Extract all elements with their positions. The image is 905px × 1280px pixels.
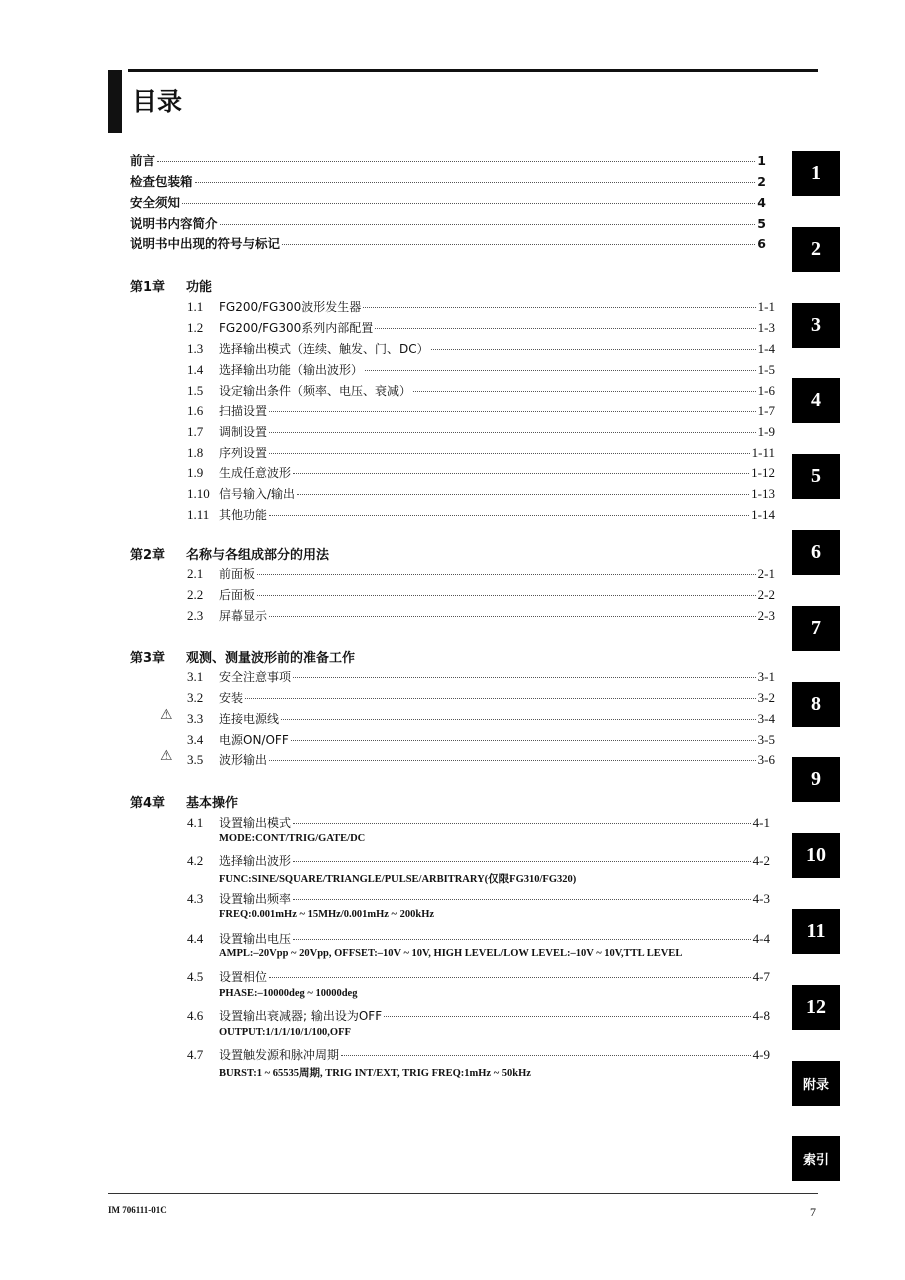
toc-entry[interactable] <box>130 193 766 211</box>
toc-entry[interactable] <box>130 214 766 232</box>
entry-page: 1-7 <box>757 403 775 418</box>
toc-entry[interactable] <box>187 444 775 461</box>
entry-title: 生成任意波形 <box>219 466 292 480</box>
chapter-tab[interactable]: 11 <box>792 909 840 954</box>
toc-entry[interactable] <box>187 586 775 603</box>
entry-page: 1-3 <box>757 320 775 335</box>
leader-dots <box>431 349 756 350</box>
entry-parameters: FREQ:0.001mHz ~ 15MHz/0.001mHz ~ 200kHz <box>219 909 435 920</box>
leader-dots <box>293 473 749 474</box>
entry-title: 信号输入/输出 <box>219 487 296 501</box>
entry-title: 设置触发源和脉冲周期 <box>219 1048 340 1062</box>
entry-page: 1-14 <box>751 507 775 522</box>
entry-title: 安装 <box>219 691 244 705</box>
leader-dots <box>365 370 756 371</box>
chapter-tab[interactable]: 6 <box>792 530 840 575</box>
toc-entry[interactable] <box>130 151 766 169</box>
entry-number: 2.1 <box>187 566 204 581</box>
leader-dots <box>341 1055 751 1056</box>
entry-title: 调制设置 <box>219 425 268 439</box>
entry-parameters: FUNC:SINE/SQUARE/TRIANGLE/PULSE/ARBITRARY(仅限FG310/FG320) <box>219 874 577 885</box>
entry-page: 3-6 <box>757 752 775 767</box>
leader-dots <box>269 760 756 761</box>
entry-title: 前言 <box>130 153 156 168</box>
entry-title: 安全注意事项 <box>219 670 292 684</box>
entry-page: 2-2 <box>757 587 775 602</box>
entry-title: FG200/FG300波形发生器 <box>219 300 362 314</box>
toc-entry[interactable] <box>187 298 775 315</box>
entry-page: 2-1 <box>757 566 775 581</box>
toc-entry[interactable] <box>187 668 775 685</box>
entry-title: 波形输出 <box>219 753 268 767</box>
toc-entry[interactable] <box>187 814 770 831</box>
entry-number: 1.2 <box>187 320 204 335</box>
chapter-label: 第3章 <box>130 651 166 666</box>
entry-title: 设定输出条件（频率、电压、衰减） <box>219 384 412 398</box>
toc-entry[interactable] <box>187 1007 770 1024</box>
entry-title: 序列设置 <box>219 446 268 460</box>
toc-entry[interactable] <box>187 689 775 706</box>
entry-number: 3.4 <box>187 732 204 747</box>
chapter-tab[interactable]: 附录 <box>792 1061 840 1106</box>
chapter-tab[interactable]: 8 <box>792 682 840 727</box>
leader-dots <box>195 182 756 183</box>
entry-number: 2.2 <box>187 587 204 602</box>
chapter-title: 基本操作 <box>186 796 239 811</box>
chapter-tab[interactable]: 3 <box>792 303 840 348</box>
entry-title: 选择输出功能（输出波形） <box>219 363 364 377</box>
leader-dots <box>269 411 756 412</box>
entry-title: 前面板 <box>219 567 256 581</box>
chapter-heading <box>130 792 238 811</box>
entry-page: 4-7 <box>752 969 770 984</box>
entry-page: 4-4 <box>752 931 770 946</box>
toc-entry[interactable] <box>130 234 766 252</box>
toc-entry[interactable] <box>187 731 775 748</box>
toc-entry[interactable] <box>187 565 775 582</box>
entry-number: 3.5 <box>187 752 204 767</box>
leader-dots <box>293 861 751 862</box>
toc-entry[interactable] <box>187 506 775 523</box>
entry-page: 3-2 <box>757 690 775 705</box>
entry-parameters: OUTPUT:1/1/1/10/1/100,OFF <box>219 1027 351 1038</box>
leader-dots <box>257 574 756 575</box>
entry-page: 1-1 <box>757 299 775 314</box>
leader-dots <box>269 977 751 978</box>
toc-entry[interactable] <box>187 1046 770 1063</box>
warning-triangle-icon: ⚠ <box>160 708 173 723</box>
entry-page: 3-5 <box>757 732 775 747</box>
warning-triangle-icon: ⚠ <box>160 749 173 764</box>
entry-title: 设置输出频率 <box>219 892 292 906</box>
entry-title: 设置输出模式 <box>219 816 292 830</box>
leader-dots <box>413 391 756 392</box>
chapter-heading <box>130 276 212 295</box>
entry-page: 1-6 <box>757 383 775 398</box>
entry-page: 3-1 <box>757 669 775 684</box>
chapter-title: 观测、测量波形前的准备工作 <box>186 651 356 666</box>
entry-number: 3.2 <box>187 690 204 705</box>
leader-dots <box>281 719 756 720</box>
top-rule <box>128 69 818 72</box>
chapter-tab[interactable]: 10 <box>792 833 840 878</box>
entry-number: 1.9 <box>187 465 204 480</box>
entry-number: 4.6 <box>187 1008 204 1023</box>
toc-entry[interactable] <box>187 485 775 502</box>
entry-parameters: BURST:1 ~ 65535周期, TRIG INT/EXT, TRIG FREQ:1mHz ~ 50kHz <box>219 1068 531 1079</box>
entry-number: 4.1 <box>187 815 204 830</box>
leader-dots <box>269 515 749 516</box>
toc-entry[interactable] <box>187 319 775 336</box>
entry-page: 1-13 <box>751 486 775 501</box>
entry-parameters: PHASE:–10000deg ~ 10000deg <box>219 988 358 999</box>
leader-dots <box>245 698 756 699</box>
chapter-tab[interactable]: 12 <box>792 985 840 1030</box>
entry-title: 屏幕显示 <box>219 609 268 623</box>
entry-page: 4-9 <box>752 1047 770 1062</box>
entry-title: FG200/FG300系列内部配置 <box>219 321 374 335</box>
entry-number: 1.4 <box>187 362 204 377</box>
entry-number: 1.8 <box>187 445 204 460</box>
entry-number: 4.4 <box>187 931 204 946</box>
toc-entry[interactable] <box>187 340 775 357</box>
entry-title: 连接电源线 <box>219 712 280 726</box>
entry-number: 1.1 <box>187 299 204 314</box>
chapter-tab[interactable]: 索引 <box>792 1136 840 1181</box>
chapter-label: 第4章 <box>130 796 166 811</box>
entry-page: 4-1 <box>752 815 770 830</box>
entry-number: 2.3 <box>187 608 204 623</box>
leader-dots <box>157 161 755 162</box>
entry-number: 1.10 <box>187 486 210 501</box>
entry-page: 2-3 <box>757 608 775 623</box>
chapter-tab[interactable]: 5 <box>792 454 840 499</box>
entry-page: 4-8 <box>752 1008 770 1023</box>
chapter-heading <box>130 647 355 666</box>
toc-entry[interactable] <box>187 968 770 985</box>
leader-dots <box>293 899 751 900</box>
entry-page: 4-3 <box>752 891 770 906</box>
entry-number: 4.3 <box>187 891 204 906</box>
chapter-heading <box>130 544 329 563</box>
entry-title: 设置输出衰减器; 输出设为OFF <box>219 1009 383 1023</box>
entry-page: 1-12 <box>751 465 775 480</box>
entry-number: 1.6 <box>187 403 204 418</box>
entry-title: 说明书中出现的符号与标记 <box>130 236 281 251</box>
toc-entry[interactable] <box>187 890 770 907</box>
leader-dots <box>269 616 756 617</box>
leader-dots <box>220 224 756 225</box>
entry-page: 1-4 <box>757 341 775 356</box>
entry-number: 3.1 <box>187 669 204 684</box>
toc-entry[interactable] <box>187 930 770 947</box>
title-bar <box>108 70 122 133</box>
entry-title: 扫描设置 <box>219 404 268 418</box>
entry-number: 4.2 <box>187 853 204 868</box>
entry-number: 1.7 <box>187 424 204 439</box>
chapter-title: 名称与各组成部分的用法 <box>186 548 330 563</box>
entry-number: 1.5 <box>187 383 204 398</box>
chapter-tab[interactable]: 4 <box>792 378 840 423</box>
leader-dots <box>293 823 751 824</box>
entry-title: 检查包装箱 <box>130 174 193 189</box>
toc-entry[interactable] <box>187 852 770 869</box>
entry-title: 电源ON/OFF <box>219 733 289 747</box>
entry-title: 安全须知 <box>130 195 181 210</box>
entry-number: 1.11 <box>187 507 210 522</box>
entry-page: 1-9 <box>757 424 775 439</box>
chapter-tab[interactable]: 7 <box>792 606 840 651</box>
chapter-tab[interactable]: 9 <box>792 757 840 802</box>
chapter-tab[interactable]: 2 <box>792 227 840 272</box>
leader-dots <box>375 328 755 329</box>
entry-parameters: AMPL:–20Vpp ~ 20Vpp, OFFSET:–10V ~ 10V, HIGH LEVEL/LOW LEVEL:–10V ~ 10V,TTL LEVEL <box>219 948 683 959</box>
entry-page: 1-5 <box>757 362 775 377</box>
toc-entry[interactable] <box>130 172 766 190</box>
leader-dots <box>282 244 755 245</box>
chapter-tab[interactable]: 1 <box>792 151 840 196</box>
entry-number: 4.7 <box>187 1047 204 1062</box>
entry-title: 其他功能 <box>219 508 268 522</box>
toc-entry[interactable] <box>187 751 775 768</box>
entry-page: 2 <box>757 174 766 189</box>
toc-entry[interactable] <box>187 464 775 481</box>
entry-page: 3-4 <box>757 711 775 726</box>
entry-parameters: MODE:CONT/TRIG/GATE/DC <box>219 833 366 844</box>
toc-entry[interactable] <box>187 382 775 399</box>
entry-title: 后面板 <box>219 588 256 602</box>
toc-entry[interactable] <box>187 361 775 378</box>
entry-page: 5 <box>757 216 766 231</box>
entry-title: 选择输出模式（连续、触发、门、DC） <box>219 342 429 356</box>
document-id: IM 706111-01C <box>108 1205 167 1215</box>
entry-number: 3.3 <box>187 711 204 726</box>
entry-page: 1-11 <box>751 445 775 460</box>
entry-title: 选择输出波形 <box>219 854 292 868</box>
entry-page: 1 <box>757 153 766 168</box>
leader-dots <box>269 453 750 454</box>
leader-dots <box>384 1016 751 1017</box>
leader-dots <box>291 740 756 741</box>
page-title: 目录 <box>132 87 183 116</box>
leader-dots <box>269 432 756 433</box>
leader-dots <box>297 494 749 495</box>
entry-page: 4-2 <box>752 853 770 868</box>
leader-dots <box>293 939 751 940</box>
leader-dots <box>293 677 756 678</box>
toc-entry[interactable] <box>187 710 775 727</box>
leader-dots <box>363 307 755 308</box>
entry-number: 1.3 <box>187 341 204 356</box>
chapter-label: 第1章 <box>130 280 166 295</box>
chapter-title: 功能 <box>186 280 213 295</box>
leader-dots <box>257 595 756 596</box>
entry-page: 4 <box>757 195 766 210</box>
entry-title: 说明书内容简介 <box>130 216 218 231</box>
entry-title: 设置相位 <box>219 970 268 984</box>
chapter-label: 第2章 <box>130 548 166 563</box>
entry-number: 4.5 <box>187 969 204 984</box>
page-number: 7 <box>810 1205 816 1219</box>
leader-dots <box>182 203 755 204</box>
toc-entry[interactable] <box>187 607 775 624</box>
entry-title: 设置输出电压 <box>219 932 292 946</box>
toc-entry[interactable] <box>187 402 775 419</box>
toc-entry[interactable] <box>187 423 775 440</box>
entry-page: 6 <box>757 236 766 251</box>
footer-rule <box>108 1193 818 1194</box>
